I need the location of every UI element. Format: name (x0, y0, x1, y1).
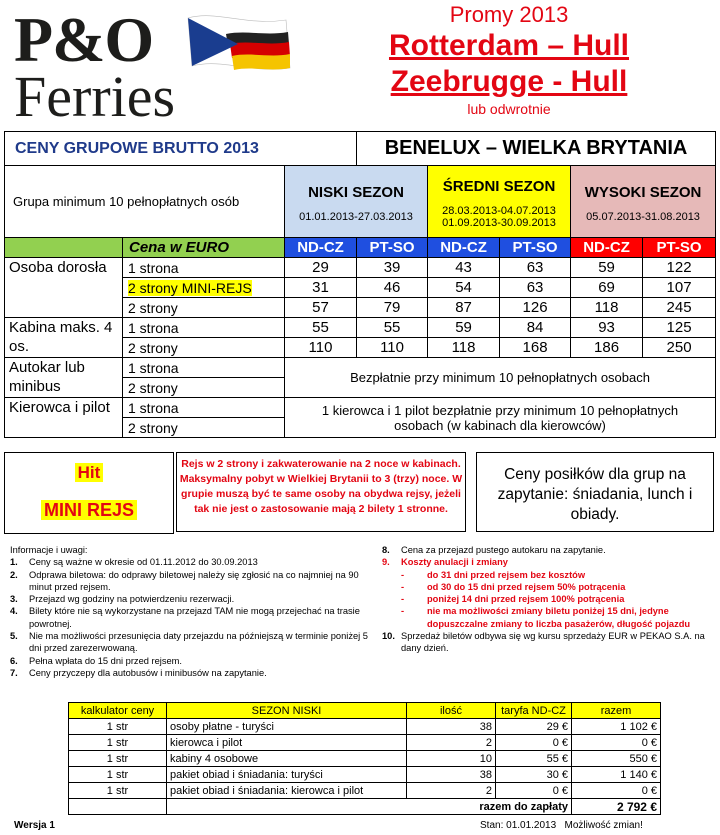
option-label: 1 strona (123, 358, 285, 378)
calc-header: kalkulator ceny (69, 703, 167, 719)
meals-info: Ceny posiłków dla grup na zapytanie: śniadania, lunch i obiady. (476, 452, 714, 532)
info-heading: Informacje i uwagi: (10, 545, 88, 555)
calc-header: SEZON NISKI (167, 703, 407, 719)
price-cell: 63 (500, 278, 571, 298)
price-cell: 57 (285, 298, 357, 318)
version-label: Wersja 1 (14, 820, 55, 831)
driver-note: 1 kierowca i 1 pilot bezpłatnie przy minimum 10 pełnopłatnych osobach (w kabinach dla kierowców) (285, 398, 716, 438)
calc-cell: 1 102 € (572, 719, 661, 735)
option-label: 2 strony MINI-REJS (123, 278, 285, 298)
info-notes-right (382, 544, 716, 655)
calc-cell: kierowca i pilot (167, 735, 407, 751)
calc-cell: 0 € (572, 783, 661, 799)
hit-mini-rejs-box (4, 452, 174, 534)
cancel-item: - poniżej 14 dni przed rejsem 100% potrącenia (401, 594, 625, 605)
calc-cell: 38 (407, 767, 496, 783)
season-sredni: ŚREDNI SEZON 28.03.2013-04.07.2013 01.09.2013-30.09.2013 (428, 166, 571, 238)
list-item: 7. Ceny przyczepy dla autobusów i minibusów na zapytanie. (10, 667, 267, 678)
price-cell: 31 (285, 278, 357, 298)
option-label: 1 strona (123, 318, 285, 338)
price-cell: 55 (357, 318, 428, 338)
table-row (69, 751, 661, 767)
price-cell: 93 (571, 318, 643, 338)
table-row (69, 783, 661, 799)
calc-cell: 0 € (572, 735, 661, 751)
option-label: 2 strony (123, 378, 285, 398)
price-cell: 168 (500, 338, 571, 358)
calc-cell: 0 € (496, 735, 572, 751)
promo-title (350, 2, 668, 118)
price-cell: 29 (285, 258, 357, 278)
calc-cell: 1 str (69, 719, 167, 735)
calc-cell: pakiet obiad i śniadania: turyści (167, 767, 407, 783)
option-label: 1 strona (123, 258, 285, 278)
cancel-item: - do 31 dni przed rejsem bez kosztów (401, 569, 586, 580)
option-label: 2 strony (123, 418, 285, 438)
price-cell: 79 (357, 298, 428, 318)
day-header: PT-SO (500, 238, 571, 258)
table-row (69, 735, 661, 751)
price-cell: 55 (285, 318, 357, 338)
list-item: 1. Ceny są ważne w okresie od 01.11.2012 do 30.09.2013 (10, 557, 258, 568)
calc-cell (69, 799, 167, 815)
total-value: 2 792 € (572, 799, 661, 815)
calc-header: ilość (407, 703, 496, 719)
calc-cell: pakiet obiad i śniadania: kierowca i pilot (167, 783, 407, 799)
list-item: 4. Bilety które nie są wykorzystane na przejazd TAM nie mogą przejechać na trasie powrotnej. (10, 606, 360, 629)
price-cell: 250 (643, 338, 716, 358)
calc-cell: 1 str (69, 751, 167, 767)
status-note: Stan: 01.01.2013 Możliwość zmian! (480, 820, 643, 831)
calc-cell: 30 € (496, 767, 572, 783)
calc-cell: 10 (407, 751, 496, 767)
calc-cell: 38 (407, 719, 496, 735)
calc-cell: 55 € (496, 751, 572, 767)
price-header-blank (5, 238, 123, 258)
table-title-right: BENELUX – WIELKA BRYTANIA (357, 132, 716, 166)
mini-rejs-label: MINI REJS (5, 500, 173, 521)
price-cell: 245 (643, 298, 716, 318)
flag-icon (186, 10, 296, 72)
price-cell: 46 (357, 278, 428, 298)
calc-cell: 2 (407, 783, 496, 799)
price-cell: 110 (285, 338, 357, 358)
price-cell: 84 (500, 318, 571, 338)
list-item: 9. Koszty anulacji i zmiany (382, 557, 508, 568)
mini-rejs-description: Rejs w 2 strony i zakwaterowanie na 2 noce w kabinach. Maksymalny pobyt w Wielkiej Brytanii to 3 (trzy) noce. W grupie muszą być te same osoby na obydwa rejsy, jeżeli tak nie jest o zastosowanie mają 2 bilety 1 stronne. (176, 452, 466, 532)
price-cell: 69 (571, 278, 643, 298)
day-header: PT-SO (357, 238, 428, 258)
table-row (5, 398, 716, 418)
promo-year: Promy 2013 (449, 2, 569, 27)
list-item: 2. Odprawa biletowa: do odprawy biletowej należy się zgłosić na co najmniej na 90 minut przed rejsem. (10, 569, 359, 592)
calc-cell: osoby płatne - turyści (167, 719, 407, 735)
category-driver: Kierowca i pilot (5, 398, 123, 438)
calc-cell: 1 str (69, 735, 167, 751)
cancel-item: - od 30 do 15 dni przed rejsem 50% potrącenia (401, 581, 626, 592)
calc-cell: 1 str (69, 767, 167, 783)
price-table (4, 131, 716, 438)
price-cell: 87 (428, 298, 500, 318)
price-cell: 125 (643, 318, 716, 338)
calc-cell: 1 str (69, 783, 167, 799)
bus-note: Bezpłatnie przy minimum 10 pełnopłatnych osobach (285, 358, 716, 398)
calc-cell: 29 € (496, 719, 572, 735)
category-adult: Osoba dorosła (5, 258, 123, 318)
day-header: PT-SO (643, 238, 716, 258)
list-item: 3. Przejazd wg godziny na potwierdzeniu rezerwacji. (10, 594, 235, 605)
day-header: ND-CZ (571, 238, 643, 258)
calc-cell: 1 140 € (572, 767, 661, 783)
price-calculator (68, 702, 661, 815)
category-bus: Autokar lub minibus (5, 358, 123, 398)
cancel-item: - nie ma możliwości zmiany biletu poniżej 15 dni, jedyne dopuszczalne zmiany to liczba pasażerów, długość pojazdu (401, 606, 691, 629)
price-cell: 122 (643, 258, 716, 278)
table-title-left: CENY GRUPOWE BRUTTO 2013 (5, 132, 357, 166)
calc-total-row (69, 799, 661, 815)
list-item: 10. Sprzedaż biletów odbywa się wg kursu sprzedaży EUR w PEKAO S.A. na dany dzień. (382, 631, 705, 654)
po-ferries-logo (14, 4, 344, 129)
price-cell: 59 (571, 258, 643, 278)
price-cell: 110 (357, 338, 428, 358)
option-label: 2 strony (123, 338, 285, 358)
calc-cell: 550 € (572, 751, 661, 767)
list-item: 5. Nie ma możliwości przesunięcia daty przejazdu na późniejszą w terminie poniżej 5 dni przed zarezerwowaną. (10, 631, 368, 654)
price-cell: 126 (500, 298, 571, 318)
logo-line-ferries: Ferries (14, 64, 176, 129)
calc-header: taryfa ND-CZ (496, 703, 572, 719)
price-cell: 186 (571, 338, 643, 358)
price-cell: 54 (428, 278, 500, 298)
table-row (5, 258, 716, 278)
option-label: 1 strona (123, 398, 285, 418)
calc-cell: 2 (407, 735, 496, 751)
reverse-note: lub odwrotnie (467, 101, 551, 117)
option-label: 2 strony (123, 298, 285, 318)
price-cell: 63 (500, 258, 571, 278)
table-row (69, 767, 661, 783)
table-row (69, 719, 661, 735)
season-wysoki: WYSOKI SEZON 05.07.2013-31.08.2013 (571, 166, 716, 238)
season-niski: NISKI SEZON 01.01.2013-27.03.2013 (285, 166, 428, 238)
price-cell: 118 (428, 338, 500, 358)
day-header: ND-CZ (428, 238, 500, 258)
group-note: Grupa minimum 10 pełnopłatnych osób (5, 166, 285, 238)
price-cell: 43 (428, 258, 500, 278)
table-row (5, 358, 716, 378)
route-rotterdam-hull: Rotterdam – Hull (388, 29, 630, 62)
price-cell: 39 (357, 258, 428, 278)
price-cell: 118 (571, 298, 643, 318)
calc-cell: kabiny 4 osobowe (167, 751, 407, 767)
calc-cell: 0 € (496, 783, 572, 799)
calc-header-row (69, 703, 661, 719)
list-item: 8. Cena za przejazd pustego autokaru na zapytanie. (382, 545, 606, 555)
calc-header: razem (572, 703, 661, 719)
day-header: ND-CZ (285, 238, 357, 258)
total-label: razem do zapłaty (167, 799, 572, 815)
info-notes-left (10, 544, 376, 679)
logo-line-po: P&O (14, 4, 154, 75)
price-cell: 59 (428, 318, 500, 338)
price-label: Cena w EURO (123, 238, 285, 258)
route-zeebrugge-hull: Zeebrugge - Hull (390, 65, 628, 98)
hit-label: Hit (5, 463, 173, 483)
list-item: 6. Pełna wpłata do 15 dni przed rejsem. (10, 655, 182, 666)
price-cell: 107 (643, 278, 716, 298)
table-row (5, 318, 716, 338)
category-cabin: Kabina maks. 4 os. (5, 318, 123, 358)
